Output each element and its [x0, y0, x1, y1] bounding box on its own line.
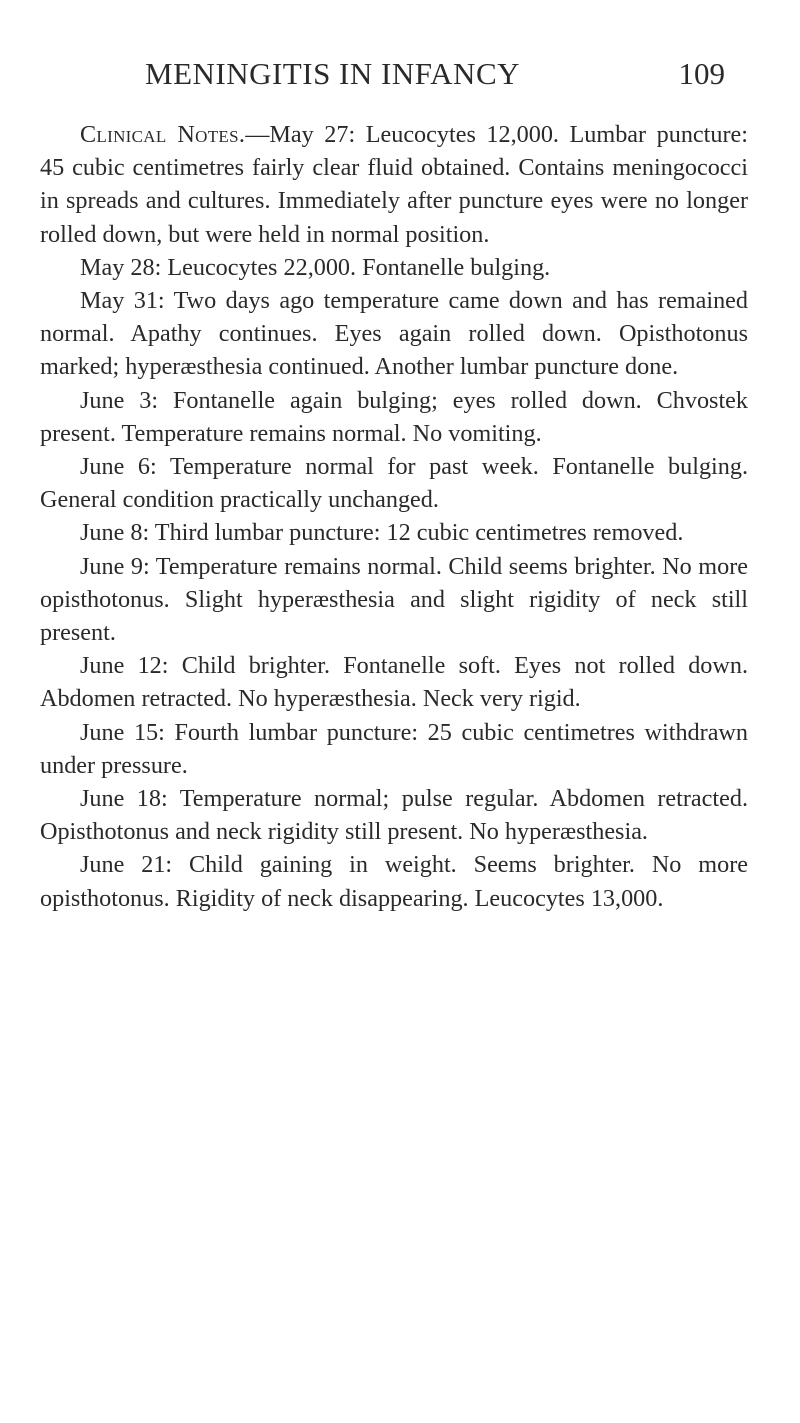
section-heading: Clinical Notes. [80, 121, 246, 148]
note-paragraph-june-18: June 18: Temperature normal; pulse regular. Abdomen retracted. Opisthotonus and neck rigidity still present. No hyperæsthesia. [40, 785, 748, 846]
note-paragraph-june-9: June 9: Temperature remains normal. Child seems brighter. No more opisthotonus. Slight hyperæsthesia and slight rigidity of neck still present. [40, 552, 748, 647]
note-paragraph-may-27 [40, 118, 748, 251]
note-text: —May 27: Leucocytes 12,000. Lumbar puncture: 45 cubic centimetres fairly clear fluid obtained. Contains meningococci in spreads and cultures. Immediately after puncture eyes were no longer rolled down, but were held in normal position. [40, 121, 748, 248]
note-paragraph-june-8: June 8: Third lumbar puncture: 12 cubic centimetres removed. [80, 519, 684, 547]
note-paragraph-may-28: May 28: Leucocytes 22,000. Fontanelle bulging. [80, 253, 551, 281]
note-paragraph-june-12: June 12: Child brighter. Fontanelle soft. Eyes not rolled down. Abdomen retracted. No hyperæsthesia. Neck very rigid. [40, 652, 748, 713]
note-paragraph-june-3: June 3: Fontanelle again bulging; eyes rolled down. Chvostek present. Temperature remains normal. No vomiting. [40, 386, 748, 447]
running-title: MENINGITIS IN INFANCY [145, 56, 521, 91]
note-paragraph-may-31: May 31: Two days ago temperature came down and has remained normal. Apathy continues. Eyes again rolled down. Opisthotonus marked; hyperæsthesia continued. Another lumbar puncture done. [40, 287, 748, 381]
running-head [145, 52, 725, 96]
note-paragraph-june-15: June 15: Fourth lumbar puncture: 25 cubic centimetres withdrawn under pressure. [40, 718, 748, 779]
clinical-notes [40, 118, 748, 915]
note-paragraph-june-6: June 6: Temperature normal for past week. Fontanelle bulging. General condition practically unchanged. [40, 453, 748, 514]
note-paragraph-june-21: June 21: Child gaining in weight. Seems brighter. No more opisthotonus. Rigidity of neck disappearing. Leucocytes 13,000. [40, 851, 748, 912]
page-number: 109 [678, 56, 725, 91]
